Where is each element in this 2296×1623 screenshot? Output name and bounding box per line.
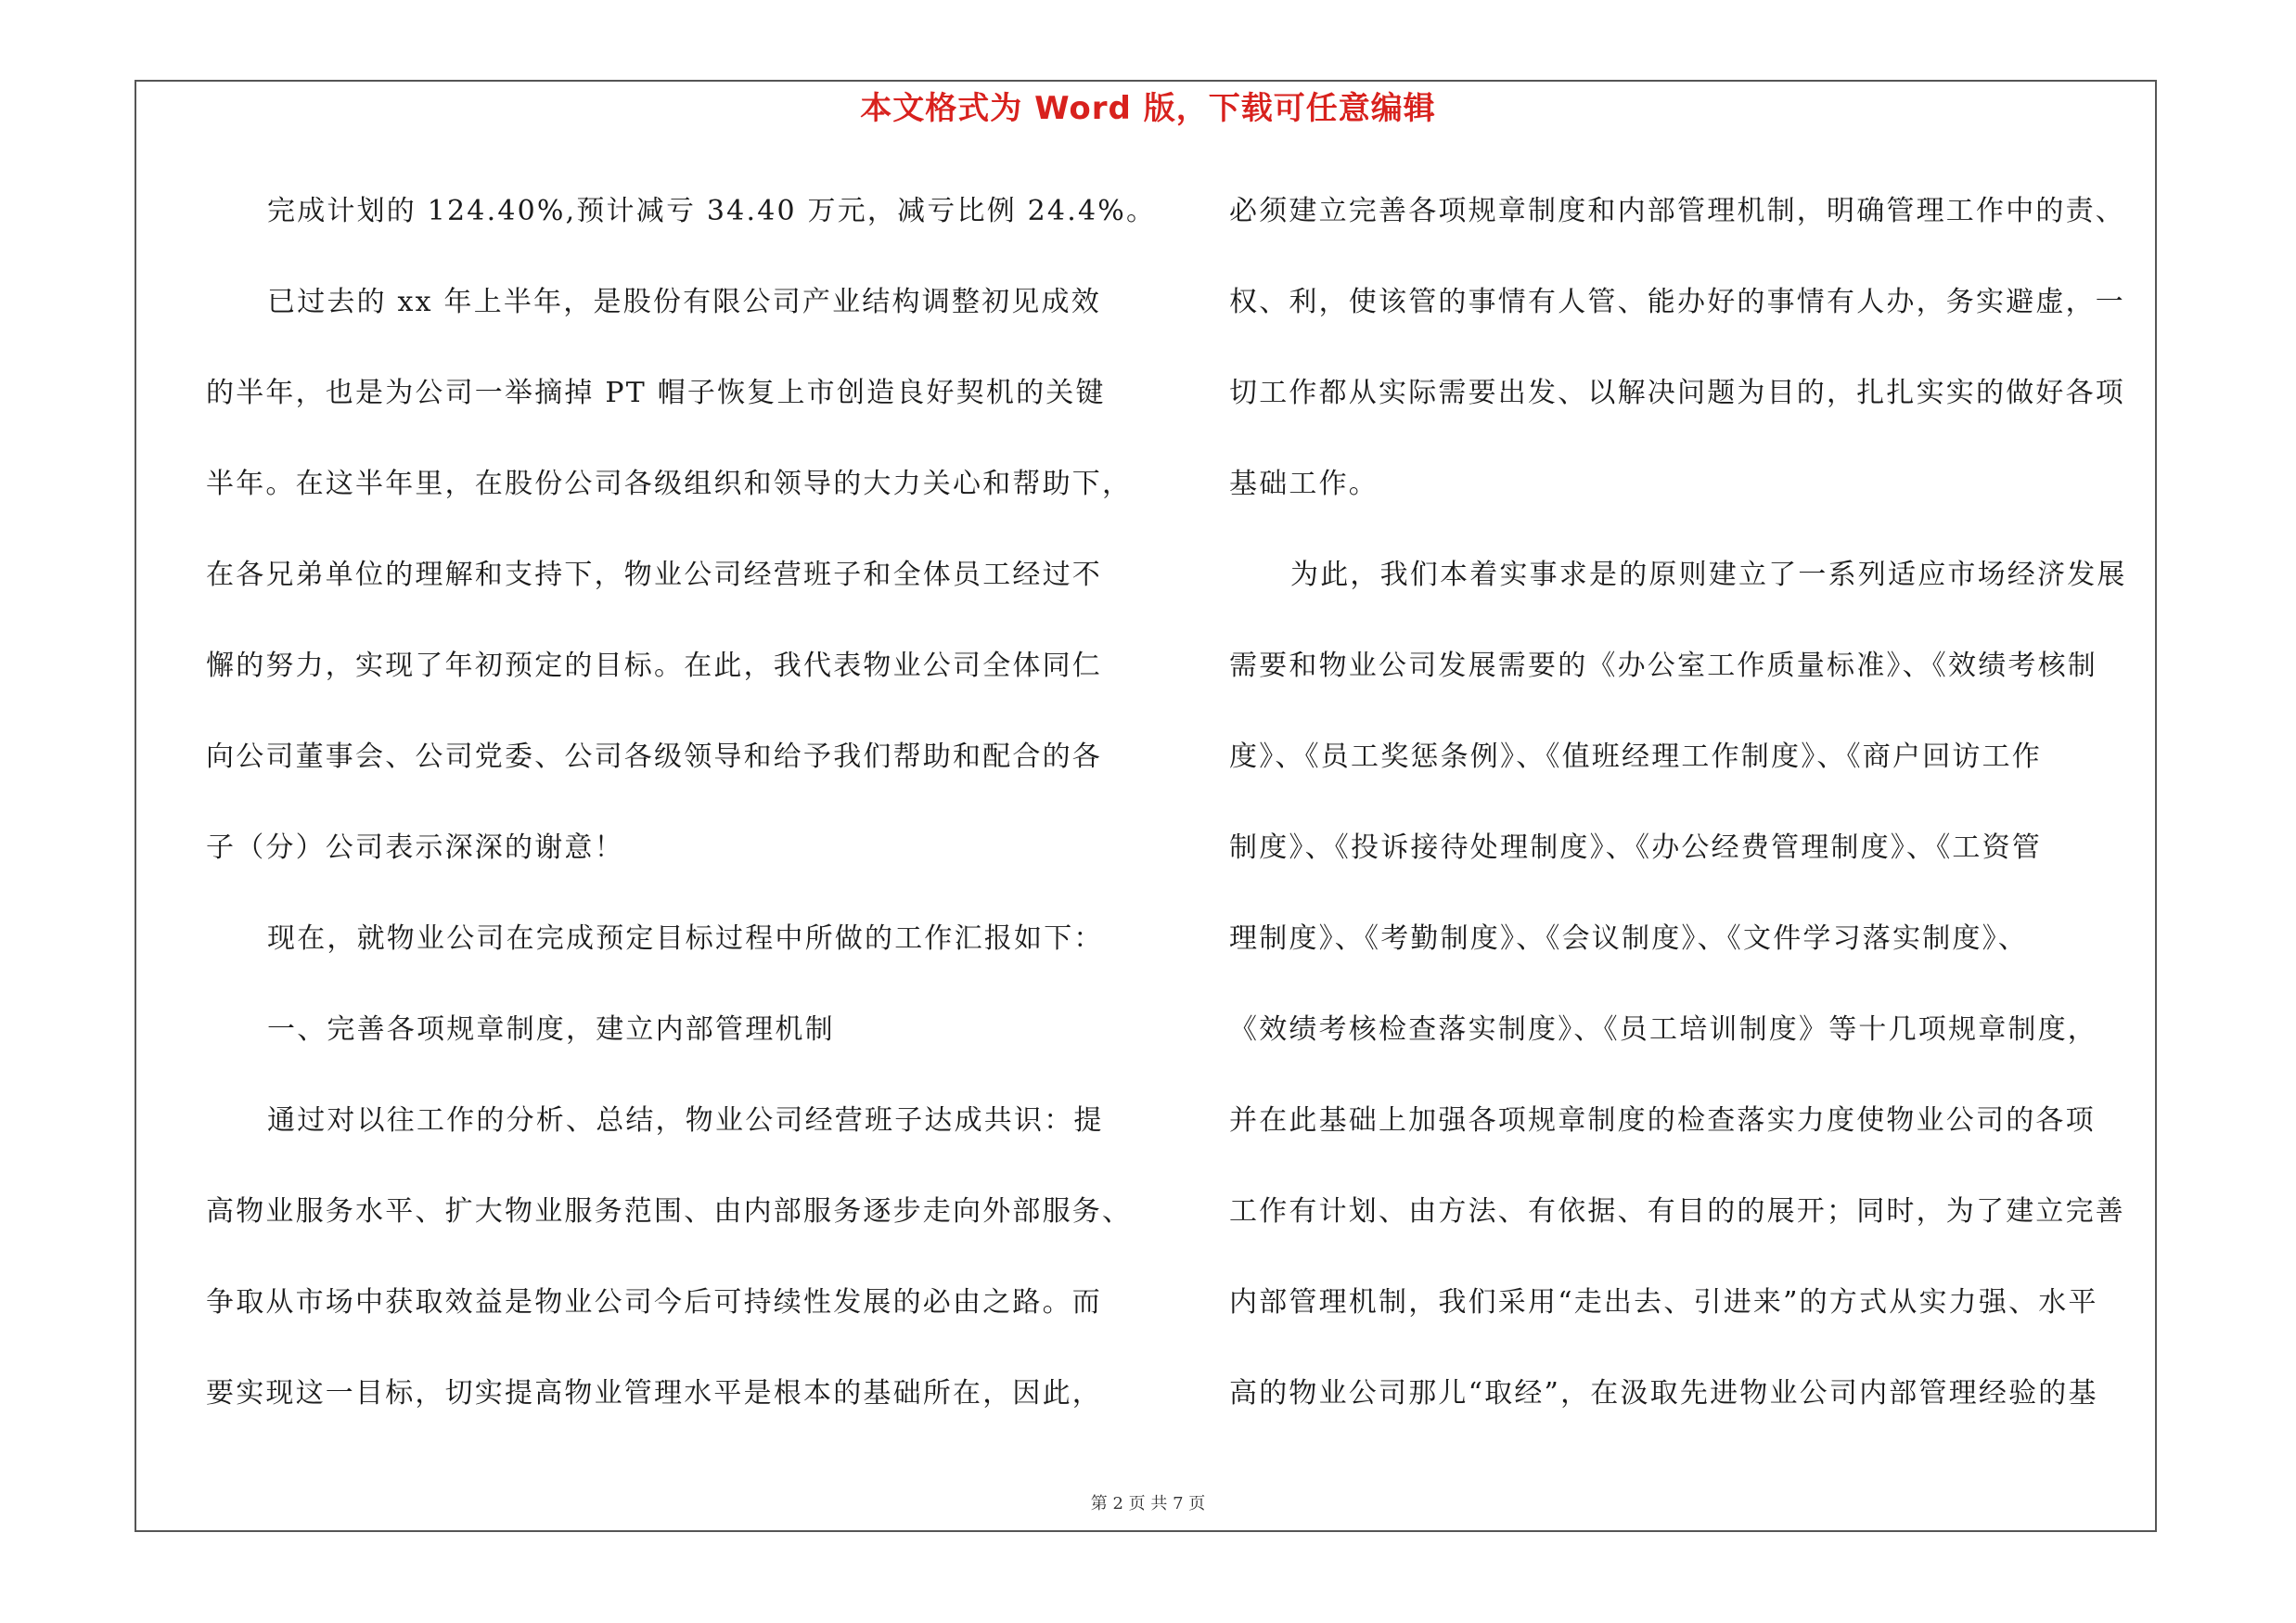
text-line: 度》、《员工奖惩条例》、《值班经理工作制度》、《商户回访工作 — [1229, 741, 2042, 773]
right-text-column — [1229, 184, 2152, 1457]
text-line: 子（分）公司表示深深的谢意！ — [206, 831, 624, 864]
text-line: 懈的努力，实现了年初预定的目标。在此，我代表物业公司全体同仁 — [206, 650, 1102, 682]
text-line: 的半年，也是为公司一举摘掉 PT 帽子恢复上市创造良好契机的关键 — [206, 377, 1106, 409]
text-line: 高物业服务水平、扩大物业服务范围、由内部服务逐步走向外部服务、 — [206, 1195, 1133, 1228]
text-line: 《效绩考核检查落实制度》、《员工培训制度》等十几项规章制度， — [1229, 1013, 2097, 1046]
text-line: 需要和物业公司发展需要的《办公室工作质量标准》、《效绩考核制 — [1229, 650, 2097, 682]
text-line: 为此，我们本着实事求是的原则建立了一系列适应市场经济发展 — [1290, 559, 2127, 591]
download-banner: 本文格式为 Word 版，下载可任意编辑 — [860, 90, 1436, 127]
text-line: 工作有计划、由方法、有依据、有目的的展开；同时，为了建立完善 — [1229, 1195, 2125, 1228]
text-line: 高的物业公司那儿“取经”，在汲取先进物业公司内部管理经验的基 — [1229, 1377, 2098, 1410]
page-number: 第 2 页 共 7 页 — [1090, 1494, 1206, 1514]
text-line: 完成计划的 124.40%,预计减亏 34.40 万元，减亏比例 24.4%。 — [267, 195, 1157, 227]
text-line: 要实现这一目标，切实提高物业管理水平是根本的基础所在，因此， — [206, 1377, 1102, 1410]
text-line: 已过去的 xx 年上半年，是股份有限公司产业结构调整初见成效 — [267, 286, 1101, 318]
text-line: 权、利，使该管的事情有人管、能办好的事情有人办，务实避虚，一 — [1229, 286, 2125, 318]
text-line: 并在此基础上加强各项规章制度的检查落实力度使物业公司的各项 — [1229, 1104, 2096, 1137]
text-line: 切工作都从实际需要出发、以解决问题为目的，扎扎实实的做好各项 — [1229, 377, 2125, 409]
text-line: 向公司董事会、公司党委、公司各级领导和给予我们帮助和配合的各 — [206, 741, 1102, 773]
text-line: 基础工作。 — [1229, 468, 1379, 500]
text-line: 争取从市场中获取效益是物业公司今后可持续性发展的必由之路。而 — [206, 1286, 1102, 1319]
text-line: 必须建立完善各项规章制度和内部管理机制，明确管理工作中的责、 — [1229, 195, 2125, 227]
text-line: 半年。在这半年里，在股份公司各级组织和领导的大力关心和帮助下， — [206, 468, 1133, 500]
text-line: 在各兄弟单位的理解和支持下，物业公司经营班子和全体员工经过不 — [206, 559, 1102, 591]
section-heading: 一、完善各项规章制度，建立内部管理机制 — [267, 1013, 835, 1046]
text-line: 通过对以往工作的分析、总结，物业公司经营班子达成共识：提 — [267, 1104, 1104, 1137]
left-text-column — [206, 184, 1157, 1457]
text-line: 内部管理机制，我们采用“走出去、引进来”的方式从实力强、水平 — [1229, 1286, 2098, 1319]
text-line: 理制度》、《考勤制度》、《会议制度》、《文件学习落实制度》、 — [1229, 922, 2028, 955]
text-line: 现在，就物业公司在完成预定目标过程中所做的工作汇报如下： — [267, 922, 1104, 955]
text-line: 制度》、《投诉接待处理制度》、《办公经费管理制度》、《工资管 — [1229, 831, 2042, 864]
